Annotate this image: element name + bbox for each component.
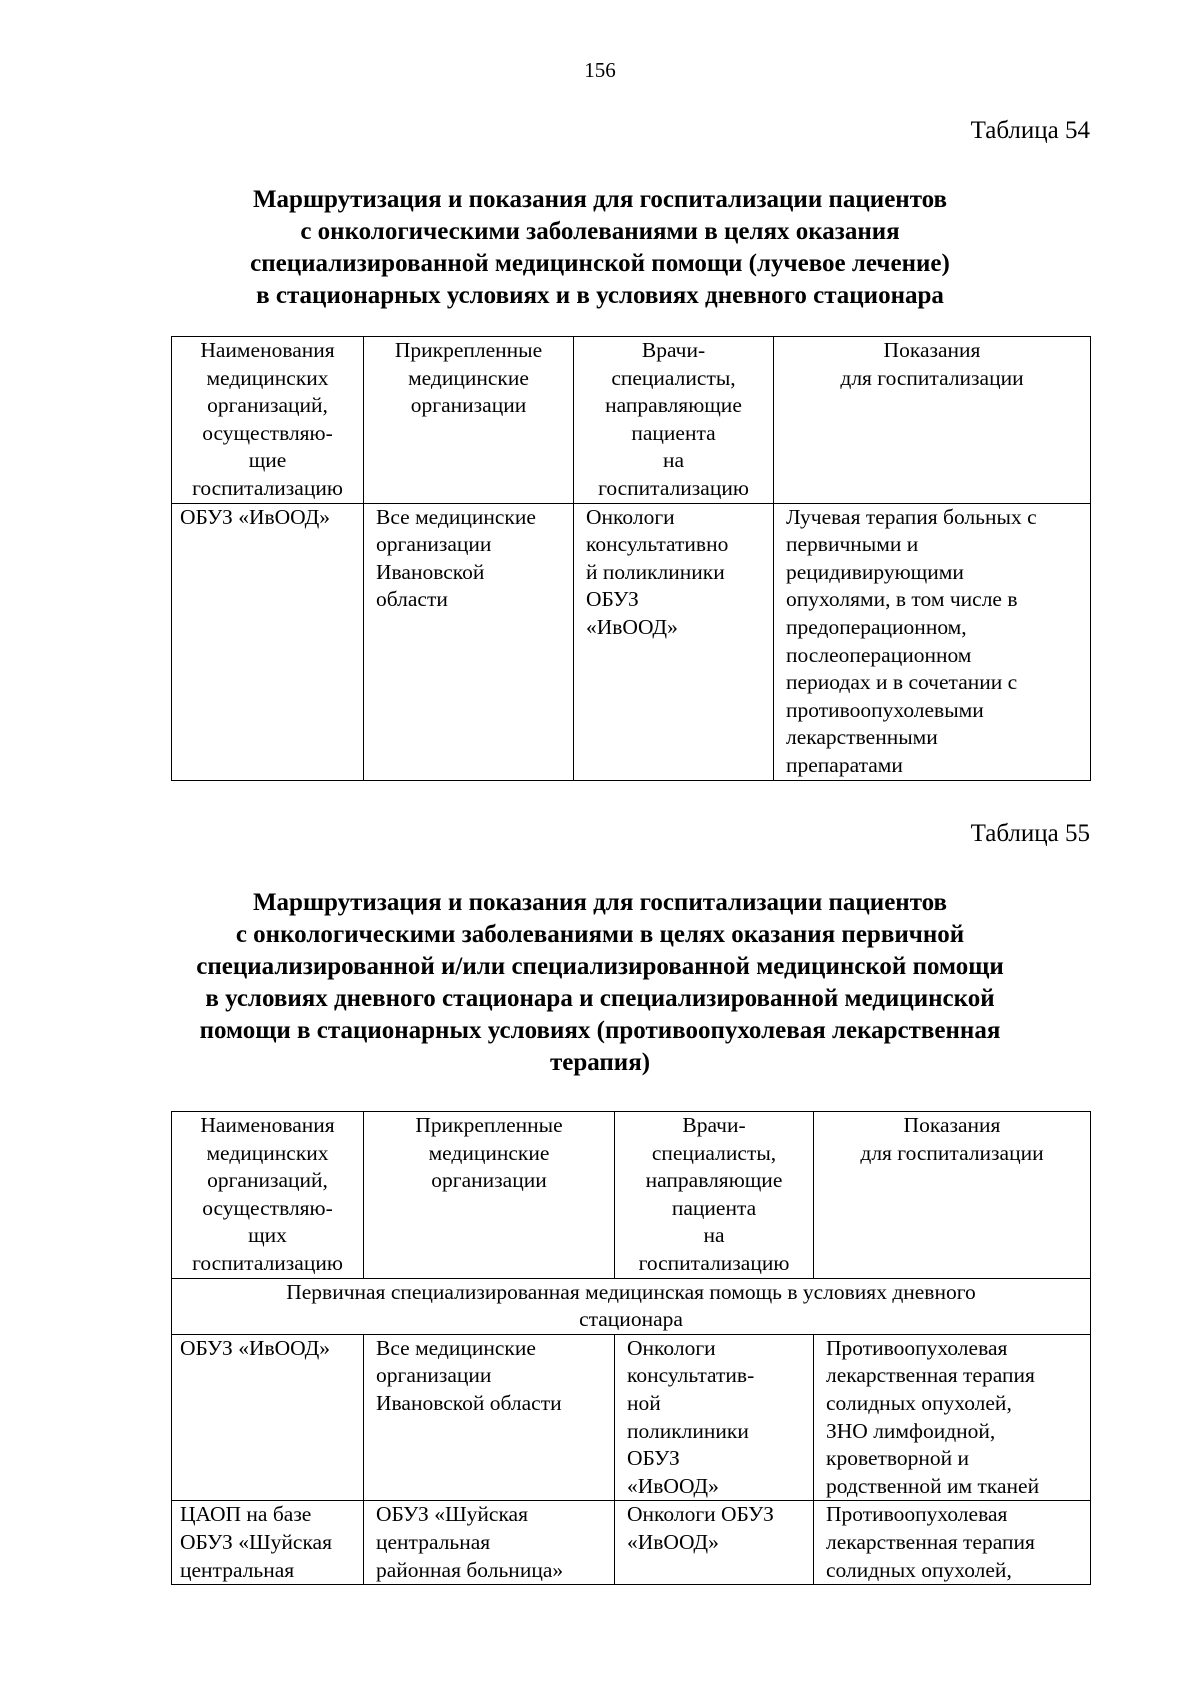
cell-line: противоопухолевыми <box>786 697 984 722</box>
cell-line: лекарственная терапия <box>826 1529 1035 1554</box>
cell-line: ОБУЗ «Шуйская <box>376 1502 528 1527</box>
cell-line: ОБУЗ «ИвООД» <box>180 504 331 529</box>
cell-line: направляющие <box>645 1168 783 1193</box>
cell-line: щие <box>248 448 287 473</box>
cell-line: Все медицинские <box>376 504 536 529</box>
table-cell <box>615 1501 814 1585</box>
title-line: с онкологическими заболеваниями в целях оказания <box>300 218 900 245</box>
cell-line: медицинские <box>428 1140 550 1165</box>
cell-line: госпитализацию <box>192 1250 343 1275</box>
cell-line: Показания <box>903 1113 1001 1137</box>
cell-line: осуществляю- <box>202 1195 333 1220</box>
cell-line: солидных опухолей, <box>826 1557 1012 1582</box>
cell-line: опухолями, в том числе в <box>786 587 1018 612</box>
cell-line: ЦАОП на базе <box>180 1502 312 1527</box>
cell-line: госпитализацию <box>598 475 749 500</box>
cell-line: госпитализацию <box>638 1250 790 1275</box>
cell-line: й поликлиники <box>586 559 725 584</box>
cell-line: Ивановской <box>376 559 485 584</box>
table-cell <box>172 1501 364 1585</box>
header-cell <box>574 337 774 504</box>
cell-line: кроветворной и <box>826 1446 970 1471</box>
title-line: специализированной и/или специализированной медицинской помощи <box>196 953 1004 980</box>
title-line: с онкологическими заболеваниями в целях оказания первичной <box>235 921 965 948</box>
cell-line: Все медицинские <box>376 1335 536 1360</box>
table-cell <box>814 1334 1091 1501</box>
cell-line: ОБУЗ «ИвООД» <box>180 1335 331 1360</box>
header-cell <box>172 337 364 504</box>
table-54 <box>171 336 1091 781</box>
cell-line: направляющие <box>605 393 742 418</box>
header-cell <box>364 337 574 504</box>
table-cell <box>364 1501 615 1585</box>
cell-line: пациента <box>671 1195 757 1220</box>
table-54-label: Таблица 54 <box>970 117 1090 144</box>
table-54-title <box>120 184 1080 312</box>
cell-line: рецидивирующими <box>786 559 964 584</box>
title-line: Маршрутизация и показания для госпитализации пациентов <box>252 186 948 213</box>
table-55-label: Таблица 55 <box>970 820 1090 847</box>
cell-line: организаций, <box>207 393 328 418</box>
cell-line: «ИвООД» <box>627 1473 719 1498</box>
cell-line: центральная <box>376 1529 491 1554</box>
title-line: терапия) <box>549 1049 651 1076</box>
cell-line: солидных опухолей, <box>826 1390 1012 1415</box>
table-row <box>172 503 1091 780</box>
cell-line: ОБУЗ <box>586 587 639 612</box>
cell-line: Прикрепленные <box>415 1113 563 1137</box>
cell-line: послеоперационном <box>786 642 972 667</box>
cell-line: Прикрепленные <box>394 338 543 362</box>
title-line: Маршрутизация и показания для госпитализации пациентов <box>252 889 948 916</box>
title-line: помощи в стационарных условиях (противоопухолевая лекарственная <box>199 1017 1001 1044</box>
cell-line: «ИвООД» <box>627 1529 719 1554</box>
table-row <box>172 1334 1091 1501</box>
cell-line: организации <box>431 1168 547 1193</box>
title-line: специализированной медицинской помощи (лучевое лечение) <box>250 250 950 277</box>
table-row <box>172 1501 1091 1585</box>
cell-line: на <box>662 448 685 473</box>
table-cell <box>574 503 774 780</box>
cell-line: Противоопухолевая <box>826 1502 1008 1527</box>
cell-line: организации <box>376 532 492 557</box>
cell-line: медицинских <box>206 1140 329 1165</box>
table-header-row <box>172 1112 1091 1279</box>
table-cell <box>364 1334 615 1501</box>
cell-line: специалисты, <box>611 365 736 390</box>
cell-line: родственной им тканей <box>826 1473 1040 1498</box>
table-cell <box>364 503 574 780</box>
cell-line: госпитализацию <box>192 475 343 500</box>
table-cell <box>172 1334 364 1501</box>
cell-line: первичными и <box>786 532 919 557</box>
table-cell <box>615 1334 814 1501</box>
header-cell <box>615 1112 814 1279</box>
table-cell <box>172 503 364 780</box>
cell-line: на <box>703 1223 725 1248</box>
cell-line: Онкологи ОБУЗ <box>627 1502 774 1527</box>
table-header-row <box>172 337 1091 504</box>
table-55-title <box>120 887 1080 1079</box>
cell-line: Наименования <box>200 338 335 362</box>
cell-line: лекарственная терапия <box>826 1363 1035 1388</box>
table-cell <box>774 503 1091 780</box>
cell-line: Лучевая терапия больных с <box>786 504 1037 529</box>
cell-line: ОБУЗ <box>627 1446 680 1471</box>
cell-line: поликлиники <box>627 1418 749 1443</box>
cell-line: предоперационном, <box>786 614 967 639</box>
cell-line: специалисты, <box>651 1140 777 1165</box>
cell-line: медицинские <box>408 365 529 390</box>
cell-line: центральная <box>180 1557 295 1582</box>
cell-line: препаратами <box>786 752 903 777</box>
section-row <box>172 1278 1091 1334</box>
title-line: в стационарных условиях и в условиях дневного стационара <box>256 282 944 309</box>
cell-line: пациента <box>631 420 716 445</box>
cell-line: Противоопухолевая <box>826 1335 1008 1360</box>
section-cell <box>172 1278 1091 1334</box>
cell-line: ОБУЗ «Шуйская <box>180 1529 332 1554</box>
cell-line: области <box>376 587 448 612</box>
cell-line: периодах и в сочетании с <box>786 670 1018 695</box>
cell-line: организации <box>376 1363 492 1388</box>
cell-line: Показания <box>883 338 981 362</box>
table-55 <box>171 1111 1091 1585</box>
cell-line: Врачи- <box>682 1113 746 1137</box>
cell-line: Ивановской области <box>376 1390 562 1415</box>
page-number: 156 <box>584 58 616 82</box>
header-cell <box>172 1112 364 1279</box>
cell-line: консультативно <box>586 532 729 557</box>
cell-line: организаций, <box>207 1168 328 1193</box>
cell-line: «ИвООД» <box>586 614 678 639</box>
cell-line: Врачи- <box>641 338 706 362</box>
cell-line: стационара <box>579 1307 683 1332</box>
cell-line: районная больница» <box>376 1557 564 1582</box>
table-cell <box>814 1501 1091 1585</box>
header-cell <box>814 1112 1091 1279</box>
cell-line: для госпитализации <box>860 1140 1044 1165</box>
title-line: в условиях дневного стационара и специализированной медицинской <box>205 985 995 1012</box>
cell-line: Онкологи <box>586 504 675 529</box>
cell-line: ЗНО лимфоидной, <box>826 1418 996 1443</box>
cell-line: Первичная специализированная медицинская помощь в условиях дневного <box>286 1279 976 1304</box>
cell-line: консультатив- <box>627 1363 755 1388</box>
cell-line: для госпитализации <box>840 365 1024 390</box>
cell-line: ной <box>627 1390 661 1415</box>
cell-line: щих <box>248 1223 287 1248</box>
cell-line: организации <box>410 393 527 418</box>
cell-line: медицинских <box>206 365 329 390</box>
cell-line: лекарственными <box>786 725 938 750</box>
cell-line: Наименования <box>200 1113 335 1137</box>
header-cell <box>364 1112 615 1279</box>
cell-line: Онкологи <box>627 1335 716 1360</box>
header-cell <box>774 337 1091 504</box>
cell-line: осуществляю- <box>202 420 333 445</box>
